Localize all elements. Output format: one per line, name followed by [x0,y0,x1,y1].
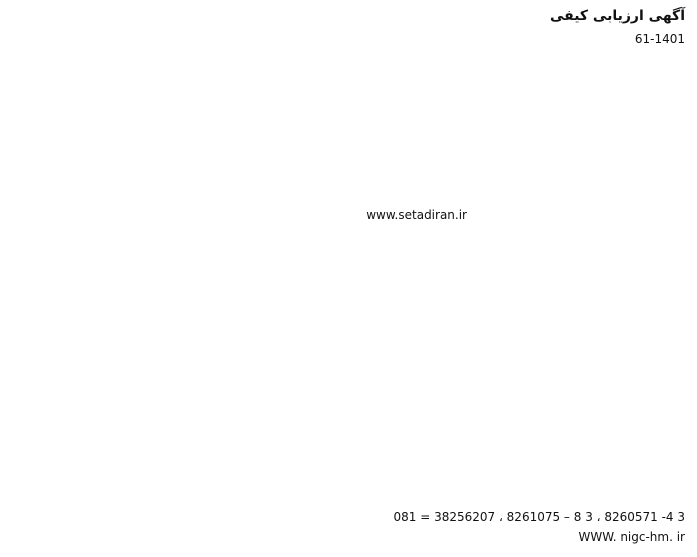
notice-title: آگهی ارزیابی کیفی [549,8,685,24]
tender-number: 61-1401 [634,32,685,46]
website-text: www.setadiran.ir [366,208,467,222]
internet-address: WWW. nigc-hm. ir [578,530,685,544]
phone-numbers: 081 = 38256207 ، 8261075 – 8 3 ، 8260571 -4 3 [393,510,685,524]
